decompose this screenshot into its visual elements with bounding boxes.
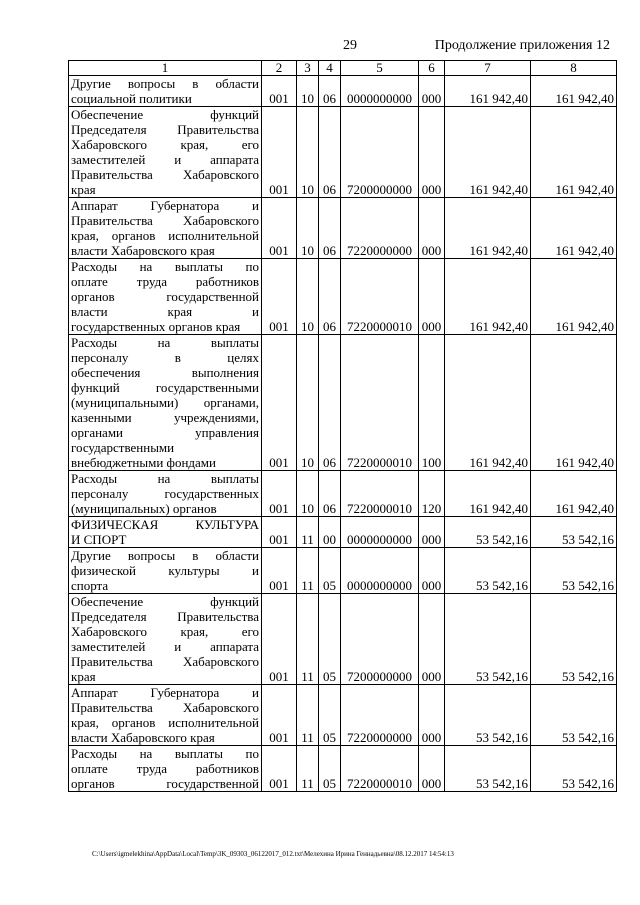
table-row [69,517,617,548]
cell-c8: 161 942,40 [531,259,617,335]
cell-c7: 161 942,40 [445,107,531,198]
row-name-line: власти Хабаровского края [71,730,215,745]
column-header: 8 [531,61,617,76]
row-name-line: Обеспечение функций [71,107,259,122]
cell-c7: 161 942,40 [445,471,531,517]
row-name-line: И СПОРТ [71,532,127,547]
cell-c6: 000 [419,685,445,746]
row-name-line: оплате труда работников [71,274,259,289]
row-name-line: Обеспечение функций [71,594,259,609]
page-number: 29 [343,38,357,53]
row-name-line: Расходы на выплаты [71,335,259,350]
cell-c7: 53 542,16 [445,746,531,792]
column-header: 1 [69,61,262,76]
table-row [69,107,617,198]
cell-c6: 000 [419,259,445,335]
row-name-cell [69,198,262,259]
row-name-line: казенными учреждениями, [71,410,259,425]
cell-c8: 161 942,40 [531,471,617,517]
cell-c4: 06 [319,335,341,471]
row-name-line: Правительства Хабаровского [71,213,259,228]
row-name-line: персоналу в целях [71,350,259,365]
row-name-cell [69,76,262,107]
cell-c2: 001 [262,517,297,548]
cell-c2: 001 [262,76,297,107]
row-name-line: края, органов исполнительной [71,228,259,243]
cell-c2: 001 [262,594,297,685]
cell-c3: 10 [297,198,319,259]
cell-c3: 10 [297,107,319,198]
cell-c4: 05 [319,548,341,594]
cell-c3: 11 [297,685,319,746]
cell-c4: 06 [319,76,341,107]
cell-c3: 11 [297,548,319,594]
row-name-line: Правительства Хабаровского [71,167,259,182]
cell-c8: 53 542,16 [531,548,617,594]
cell-c5: 7220000010 [341,746,419,792]
row-name-line: Аппарат Губернатора и [71,685,259,700]
cell-c7: 161 942,40 [445,198,531,259]
row-name-line: спорта [71,578,109,593]
cell-c3: 10 [297,76,319,107]
row-name-line: физической культуры и [71,563,259,578]
table-row [69,548,617,594]
table-row [69,471,617,517]
row-name-line: социальной политики [71,91,192,106]
row-name-line: Расходы на выплаты по [71,746,259,761]
row-name-cell [69,548,262,594]
cell-c7: 53 542,16 [445,594,531,685]
row-name-line: государственных органов края [71,319,241,334]
cell-c2: 001 [262,335,297,471]
row-name-line: края [71,182,96,197]
cell-c8: 161 942,40 [531,198,617,259]
cell-c7: 161 942,40 [445,76,531,107]
cell-c7: 53 542,16 [445,548,531,594]
cell-c7: 161 942,40 [445,335,531,471]
cell-c6: 000 [419,198,445,259]
cell-c5: 7200000000 [341,107,419,198]
cell-c6: 000 [419,746,445,792]
cell-c2: 001 [262,685,297,746]
cell-c5: 7220000000 [341,198,419,259]
cell-c5: 0000000000 [341,76,419,107]
column-header: 4 [319,61,341,76]
row-name-cell [69,685,262,746]
column-header: 2 [262,61,297,76]
row-name-line: заместителей и аппарата [71,152,259,167]
cell-c8: 161 942,40 [531,107,617,198]
cell-c4: 00 [319,517,341,548]
cell-c6: 000 [419,548,445,594]
cell-c8: 161 942,40 [531,76,617,107]
header-row [69,61,617,76]
row-name-cell [69,517,262,548]
cell-c8: 53 542,16 [531,594,617,685]
row-name-line: функций государственными [71,380,259,395]
row-name-line: внебюджетными фондами [71,455,216,470]
budget-table [68,60,617,792]
row-name-line: власти края и [71,304,259,319]
cell-c3: 11 [297,746,319,792]
row-name-line: Расходы на выплаты [71,471,259,486]
row-name-line: Правительства Хабаровского [71,700,259,715]
row-name-line: Другие вопросы в области [71,548,259,563]
cell-c8: 53 542,16 [531,685,617,746]
row-name-line: края [71,669,96,684]
cell-c2: 001 [262,107,297,198]
row-name-line: (муниципальными) органами, [71,395,259,410]
row-name-cell [69,594,262,685]
cell-c6: 000 [419,517,445,548]
row-name-line: края, органов исполнительной [71,715,259,730]
cell-c5: 0000000000 [341,517,419,548]
cell-c2: 001 [262,198,297,259]
footer-file-path: C:\Users\igmelekhina\AppData\Local\Temp\3K_09303_06122017_012.txt\Мелехина Ирина Геннадьевна\08.12.2017 14:54:13 [92,850,454,858]
cell-c4: 05 [319,746,341,792]
row-name-cell [69,471,262,517]
row-name-line: Хабаровского края, его [71,624,259,639]
cell-c6: 000 [419,594,445,685]
row-name-line: Председателя Правительства [71,122,259,137]
row-name-line: оплате труда работников [71,761,259,776]
cell-c8: 53 542,16 [531,746,617,792]
table-row [69,594,617,685]
row-name-line: органами управления [71,425,259,440]
row-name-cell [69,259,262,335]
cell-c5: 7220000010 [341,335,419,471]
table-row [69,198,617,259]
table-row [69,335,617,471]
row-name-cell [69,746,262,792]
table-row [69,746,617,792]
row-name-line: обеспечения выполнения [71,365,259,380]
row-name-line: органов государственной [71,776,259,791]
cell-c6: 120 [419,471,445,517]
cell-c3: 11 [297,517,319,548]
row-name-line: Расходы на выплаты по [71,259,259,274]
cell-c5: 0000000000 [341,548,419,594]
table-row [69,259,617,335]
cell-c7: 53 542,16 [445,517,531,548]
cell-c7: 161 942,40 [445,259,531,335]
cell-c6: 000 [419,107,445,198]
cell-c5: 7220000010 [341,259,419,335]
cell-c3: 10 [297,471,319,517]
row-name-cell [69,335,262,471]
column-header: 3 [297,61,319,76]
cell-c4: 06 [319,107,341,198]
cell-c7: 53 542,16 [445,685,531,746]
row-name-line: власти Хабаровского края [71,243,215,258]
row-name-line: заместителей и аппарата [71,639,259,654]
cell-c3: 11 [297,594,319,685]
row-name-line: государственными [71,440,175,455]
row-name-line: Председателя Правительства [71,609,259,624]
row-name-line: ФИЗИЧЕСКАЯ КУЛЬТУРА [71,517,259,532]
cell-c4: 06 [319,198,341,259]
row-name-line: органов государственной [71,289,259,304]
cell-c6: 100 [419,335,445,471]
cell-c4: 06 [319,259,341,335]
table-row [69,685,617,746]
table-body [69,76,617,792]
row-name-line: персоналу государственных [71,486,259,501]
column-header: 5 [341,61,419,76]
cell-c5: 7220000000 [341,685,419,746]
column-header: 7 [445,61,531,76]
row-name-line: Аппарат Губернатора и [71,198,259,213]
row-name-line: Правительства Хабаровского [71,654,259,669]
cell-c4: 06 [319,471,341,517]
cell-c8: 53 542,16 [531,517,617,548]
cell-c3: 10 [297,335,319,471]
row-name-line: Хабаровского края, его [71,137,259,152]
cell-c3: 10 [297,259,319,335]
cell-c5: 7220000010 [341,471,419,517]
cell-c4: 05 [319,685,341,746]
cell-c2: 001 [262,548,297,594]
row-name-cell [69,107,262,198]
cell-c8: 161 942,40 [531,335,617,471]
column-header: 6 [419,61,445,76]
cell-c6: 000 [419,76,445,107]
continuation-label: Продолжение приложения 12 [434,38,610,53]
cell-c2: 001 [262,471,297,517]
row-name-line: Другие вопросы в области [71,76,259,91]
cell-c2: 001 [262,746,297,792]
cell-c5: 7200000000 [341,594,419,685]
cell-c4: 05 [319,594,341,685]
cell-c2: 001 [262,259,297,335]
table-row [69,76,617,107]
row-name-line: (муниципальных) органов [71,501,217,516]
